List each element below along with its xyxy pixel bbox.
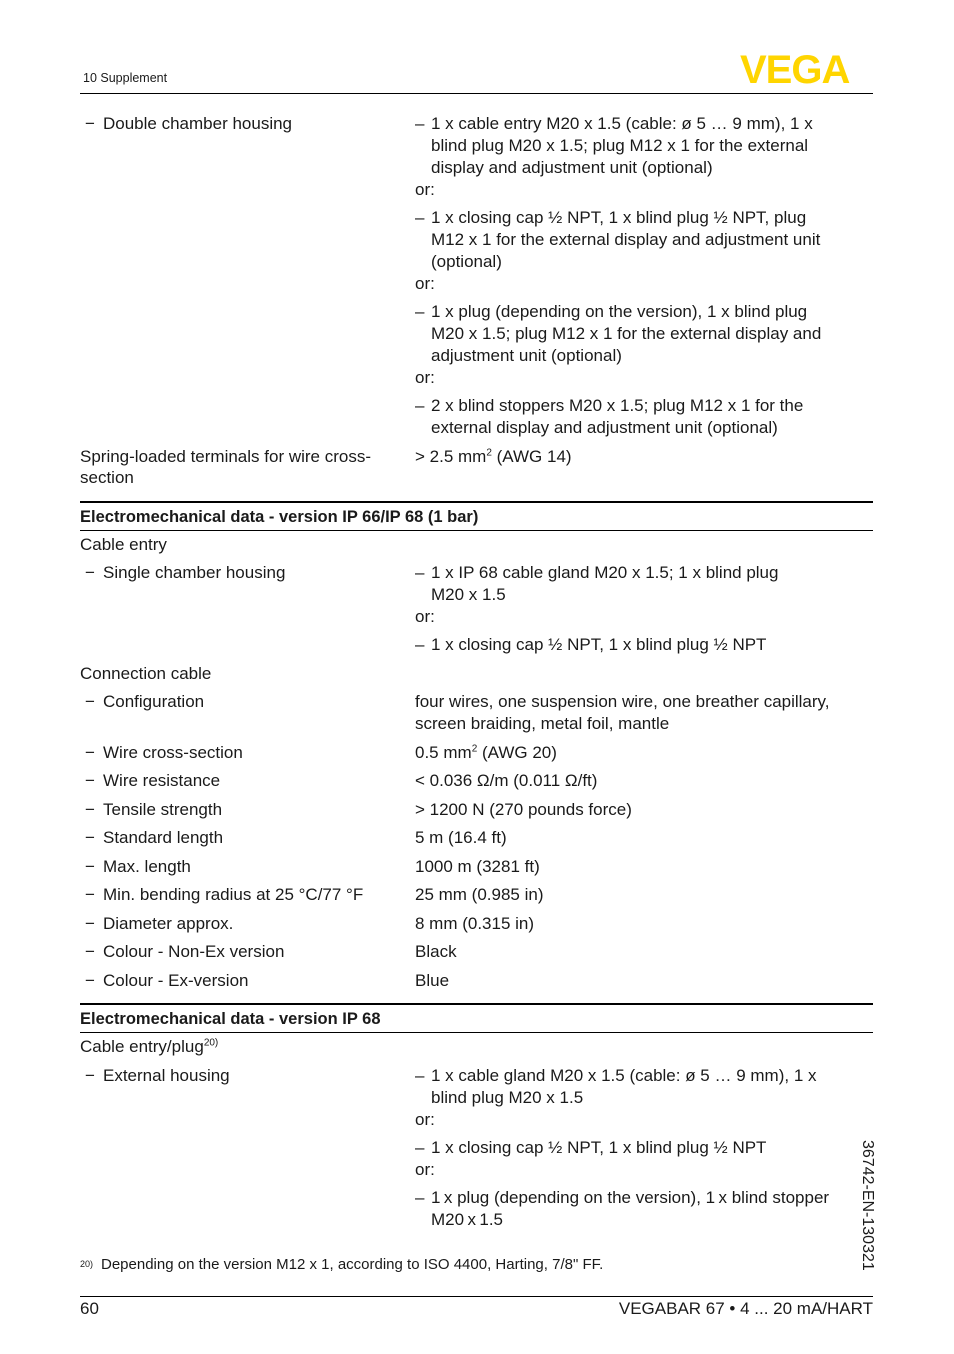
spec-label: Colour - Ex-version bbox=[103, 971, 249, 990]
label-dash: − bbox=[85, 914, 95, 933]
or-label: or: bbox=[415, 607, 435, 626]
section-title: Electromechanical data - version IP 68 bbox=[80, 1010, 381, 1028]
spec-value: 25 mm (0.985 in) bbox=[415, 885, 544, 904]
label-dash: − bbox=[85, 563, 95, 582]
connection-cable-label: Connection cable bbox=[80, 664, 212, 683]
terminals-label: section bbox=[80, 468, 134, 487]
option-dash: – bbox=[415, 114, 425, 133]
spec-label: Wire cross-section bbox=[103, 743, 243, 762]
spec-label: Tensile strength bbox=[103, 800, 223, 819]
footnote-text: Depending on the version M12 x 1, according to ISO 4400, Harting, 7/8" FF. bbox=[101, 1256, 604, 1273]
spec-value: 1000 m (3281 ft) bbox=[415, 857, 540, 876]
option-dash: – bbox=[415, 635, 425, 654]
option-line: (optional) bbox=[431, 252, 502, 271]
option-line: 1 x closing cap ½ NPT, 1 x blind plug ½ NPT bbox=[431, 1138, 767, 1157]
page-number: 60 bbox=[80, 1299, 99, 1318]
section-rule bbox=[80, 501, 873, 503]
double-chamber-label: Double chamber housing bbox=[103, 114, 293, 133]
configuration-value: four wires, one suspension wire, one breather capillary, bbox=[415, 692, 830, 711]
label-dash: − bbox=[85, 942, 95, 961]
section-header: 10 Supplement bbox=[83, 71, 168, 85]
spec-label: Wire resistance bbox=[103, 771, 221, 790]
option-dash: – bbox=[415, 563, 425, 582]
spec-value: Blue bbox=[415, 971, 450, 990]
option-line: 1 x cable gland M20 x 1.5 (cable: ø 5 … 9 mm), 1 x bbox=[431, 1066, 817, 1085]
document-id: 36742-EN-130321 bbox=[859, 1140, 876, 1271]
option-line: 1 x cable entry M20 x 1.5 (cable: ø 5 … 9 mm), 1 x bbox=[431, 114, 813, 133]
vega-logo bbox=[740, 52, 874, 91]
or-label: or: bbox=[415, 180, 435, 199]
configuration-label: Configuration bbox=[103, 692, 205, 711]
or-label: or: bbox=[415, 1110, 435, 1129]
spec-label: Diameter approx. bbox=[103, 914, 234, 933]
option-line: 1 x plug (depending on the version), 1 x blind stopper bbox=[431, 1188, 830, 1207]
option-dash: – bbox=[415, 1066, 425, 1085]
option-dash: – bbox=[415, 396, 425, 415]
spec-label: Min. bending radius at 25 °C/77 °F bbox=[103, 885, 364, 904]
single-chamber-label: Single chamber housing bbox=[103, 563, 286, 582]
option-line: external display and adjustment unit (optional) bbox=[431, 418, 778, 437]
spec-value: 8 mm (0.315 in) bbox=[415, 914, 535, 933]
section-title: Electromechanical data - version IP 66/IP 68 (1 bar) bbox=[80, 508, 479, 526]
option-line: 1 x closing cap ½ NPT, 1 x blind plug ½ NPT bbox=[431, 635, 767, 654]
cable-entry-plug-label: Cable entry/plug$^{20)}$ bbox=[80, 1037, 219, 1056]
label-dash: − bbox=[85, 971, 95, 990]
spec-label: Colour - Non-Ex version bbox=[103, 942, 285, 961]
label-dash: − bbox=[85, 692, 95, 711]
label-dash: − bbox=[85, 857, 95, 876]
option-dash: – bbox=[415, 208, 425, 227]
label-dash: − bbox=[85, 885, 95, 904]
section-rule bbox=[80, 1032, 873, 1033]
or-label: or: bbox=[415, 274, 435, 293]
spec-value: Black bbox=[415, 942, 457, 961]
spec-value: 5 m (16.4 ft) bbox=[415, 828, 507, 847]
label-dash: − bbox=[85, 114, 95, 133]
option-line: M12 x 1 for the external display and adjustment unit bbox=[431, 230, 821, 249]
terminals-label: Spring-loaded terminals for wire cross- bbox=[80, 447, 371, 466]
logo-text: VEGA bbox=[740, 52, 850, 86]
external-housing-label: External housing bbox=[103, 1066, 230, 1085]
footnote-mark: 20) bbox=[80, 1259, 94, 1269]
option-dash: – bbox=[415, 1188, 425, 1207]
option-line: M20 x 1.5; plug M12 x 1 for the external display and bbox=[431, 324, 822, 343]
label-dash: − bbox=[85, 771, 95, 790]
product-name: VEGABAR 67 • 4 ... 20 mA/HART bbox=[618, 1299, 873, 1318]
label-dash: − bbox=[85, 800, 95, 819]
option-line: 1 x IP 68 cable gland M20 x 1.5; 1 x blind plug bbox=[431, 563, 779, 582]
option-line: 1 x closing cap ½ NPT, 1 x blind plug ½ NPT, plug bbox=[431, 208, 807, 227]
section-rule bbox=[80, 1003, 873, 1005]
or-label: or: bbox=[415, 1160, 435, 1179]
footer-rule bbox=[80, 1296, 873, 1297]
option-dash: – bbox=[415, 1138, 425, 1157]
spec-label: Standard length bbox=[103, 828, 224, 847]
label-dash: − bbox=[85, 828, 95, 847]
option-dash: – bbox=[415, 302, 425, 321]
option-line: 1 x plug (depending on the version), 1 x blind plug bbox=[431, 302, 808, 321]
option-line: blind plug M20 x 1.5; plug M12 x 1 for the external bbox=[431, 136, 809, 155]
option-line: adjustment unit (optional) bbox=[431, 346, 622, 365]
option-line: blind plug M20 x 1.5 bbox=[431, 1088, 584, 1107]
terminals-value: > 2.5 $mm^2$ (AWG 14) bbox=[415, 447, 572, 466]
configuration-value: screen braiding, metal foil, mantle bbox=[415, 714, 670, 733]
header-rule bbox=[80, 93, 873, 94]
section-rule bbox=[80, 530, 873, 531]
spec-value: > 1200 N (270 pounds force) bbox=[415, 800, 632, 819]
label-dash: − bbox=[85, 1066, 95, 1085]
spec-value: < 0.036 Ω/m (0.011 Ω/ft) bbox=[415, 771, 598, 790]
option-line: M20 x 1.5 bbox=[431, 585, 506, 604]
option-line: display and adjustment unit (optional) bbox=[431, 158, 713, 177]
option-line: 2 x blind stoppers M20 x 1.5; plug M12 x 1 for the bbox=[431, 396, 804, 415]
spec-value: 0.5 $mm^2$ (AWG 20) bbox=[415, 743, 557, 762]
or-label: or: bbox=[415, 368, 435, 387]
option-line: M20 x 1.5 bbox=[431, 1210, 504, 1229]
cable-entry-label: Cable entry bbox=[80, 535, 167, 554]
label-dash: − bbox=[85, 743, 95, 762]
spec-label: Max. length bbox=[103, 857, 191, 876]
